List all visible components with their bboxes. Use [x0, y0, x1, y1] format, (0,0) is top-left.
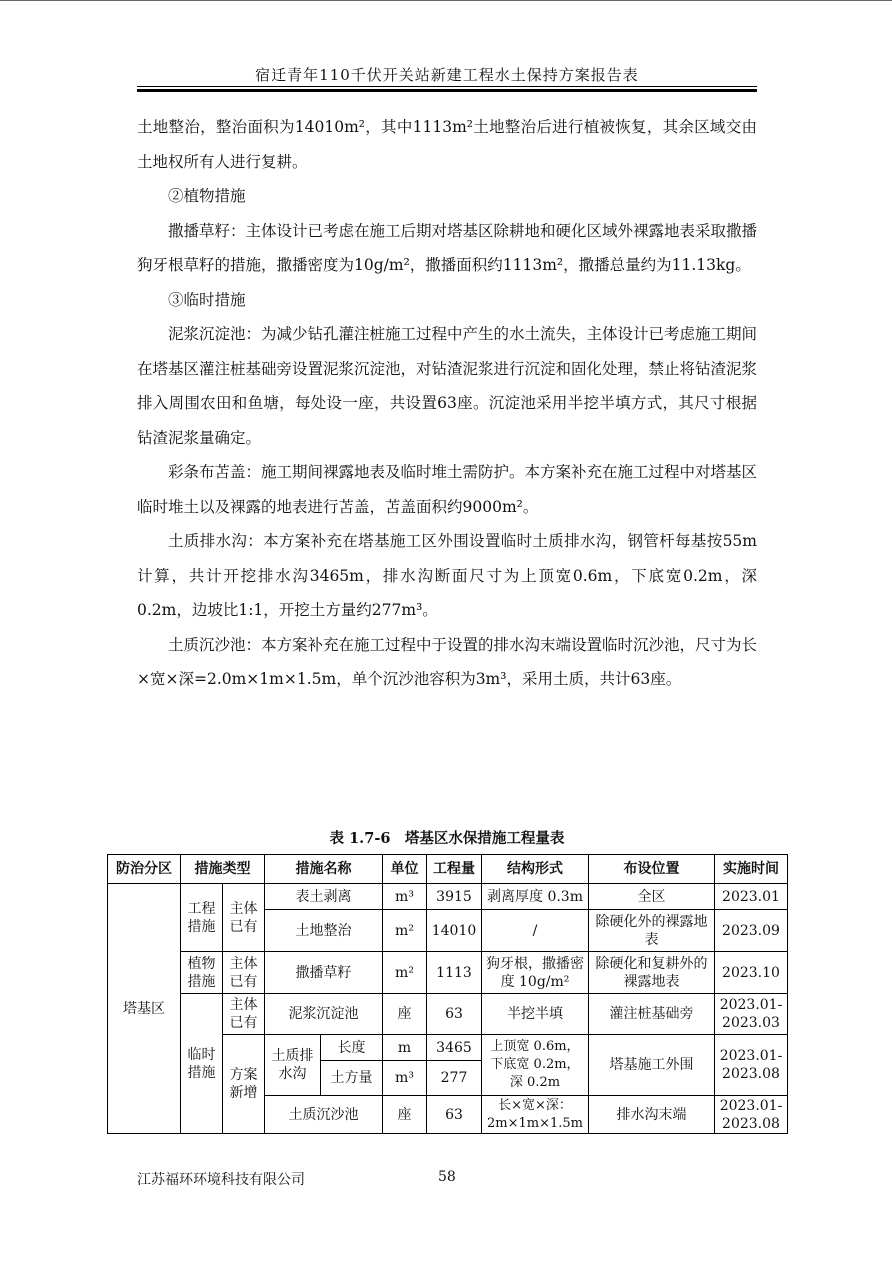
paragraph-tarp-cover: 彩条布苫盖：施工期间裸露地表及临时堆土需防护。本方案补充在施工过程中对塔基区临时堆土以及裸露的地表进行苫盖，苫盖面积约9000m²。	[137, 463, 758, 516]
header-form: 结构形式	[482, 855, 589, 884]
header-zone: 防治分区	[108, 855, 181, 884]
cell-name: 表土剥离	[265, 884, 383, 910]
cell-form: 半挖半填	[482, 994, 589, 1035]
cell-unit: m²	[383, 952, 427, 994]
header-name: 措施名称	[265, 855, 383, 884]
cell-type-temporary: 临时措施	[181, 994, 223, 1134]
table-header-row	[108, 855, 788, 884]
cell-qty: 63	[427, 1096, 482, 1134]
paragraph-land-grading: 土地整治，整治面积为14010m²，其中1113m²土地整治后进行植被恢复，其余区域交由土地权所有人进行复耕。	[137, 118, 757, 171]
header-unit: 单位	[383, 855, 427, 884]
cell-location: 排水沟末端	[589, 1096, 715, 1134]
cell-location: 全区	[589, 884, 715, 910]
cell-unit: 座	[383, 994, 427, 1035]
footer-company: 江苏福环环境科技有限公司	[137, 1172, 305, 1188]
cell-time: 2023.01-2023.08	[715, 1096, 788, 1134]
cell-ditch-length: 长度	[321, 1035, 383, 1061]
table-row	[108, 952, 788, 994]
cell-subtype-existing: 主体已有	[223, 952, 265, 994]
cell-location: 灌注桩基础旁	[589, 994, 715, 1035]
cell-name: 泥浆沉淀池	[265, 994, 383, 1035]
cell-form: /	[482, 910, 589, 952]
page-header-title: 宿迁青年110千伏开关站新建工程水土保持方案报告表	[255, 66, 639, 84]
cell-subtype-existing: 主体已有	[223, 884, 265, 952]
heading-temporary-measures: ③临时措施	[168, 290, 246, 309]
cell-form: 上顶宽 0.6m，下底宽 0.2m，深 0.2m	[482, 1035, 589, 1096]
paragraph-sediment-basin: 土质沉沙池：本方案补充在施工过程中于设置的排水沟末端设置临时沉沙池，尺寸为长×宽×深=2.0m×1m×1.5m，单个沉沙池容积为3m³，采用土质，共计63座。	[137, 635, 758, 688]
header-rule-thick	[137, 89, 757, 92]
cell-qty: 63	[427, 994, 482, 1035]
header-qty: 工程量	[427, 855, 482, 884]
cell-time: 2023.01-2023.08	[715, 1035, 788, 1096]
header-rule-thin	[137, 86, 757, 87]
cell-form: 剥离厚度 0.3m	[482, 884, 589, 910]
cell-unit: m²	[383, 910, 427, 952]
cell-qty: 3465	[427, 1035, 482, 1061]
table-row	[108, 994, 788, 1035]
cell-unit: 座	[383, 1096, 427, 1134]
header-type: 措施类型	[181, 855, 265, 884]
page-number: 58	[438, 1169, 456, 1185]
header-time: 实施时间	[715, 855, 788, 884]
cell-location: 除硬化外的裸露地表	[589, 910, 715, 952]
paragraph-drainage-ditch: 土质排水沟：本方案补充在塔基施工区外围设置临时土质排水沟，钢管杆每基按55m计算，共计开挖排水沟3465m，排水沟断面尺寸为上顶宽0.6m，下底宽0.2m，深0.2m，边坡比1:1，开挖土方量约277m³。	[137, 532, 757, 619]
cell-subtype-existing: 主体已有	[223, 994, 265, 1035]
cell-ditch-earthwork: 土方量	[321, 1061, 383, 1096]
cell-name: 土质沉沙池	[265, 1096, 383, 1134]
paragraph-grass-seeding: 撒播草籽：主体设计已考虑在施工后期对塔基区除耕地和硬化区域外裸露地表采取撒播狗牙根草籽的措施，撒播密度为10g/m²，撒播面积约1113m²，撒播总量约为11.13kg。	[137, 221, 758, 274]
cell-subtype-added: 方案新增	[223, 1035, 265, 1134]
cell-time: 2023.01-2023.03	[715, 994, 788, 1035]
body-text	[137, 110, 757, 697]
cell-time: 2023.10	[715, 952, 788, 994]
cell-qty: 1113	[427, 952, 482, 994]
cell-form: 狗牙根，撒播密度 10g/m²	[482, 952, 589, 994]
cell-unit: m	[383, 1035, 427, 1061]
cell-name: 土地整治	[265, 910, 383, 952]
cell-qty: 14010	[427, 910, 482, 952]
cell-name: 撒播草籽	[265, 952, 383, 994]
cell-form: 长×宽×深：2m×1m×1.5m	[482, 1096, 589, 1134]
cell-zone: 塔基区	[108, 884, 181, 1134]
measures-quantity-table	[107, 854, 788, 1134]
header-location: 布设位置	[589, 855, 715, 884]
paragraph-mud-settling-pond: 泥浆沉淀池：为减少钻孔灌注桩施工过程中产生的水土流失，主体设计已考虑施工期间在塔基区灌注桩基础旁设置泥浆沉淀池，对钻渣泥浆进行沉淀和固化处理，禁止将钻渣泥浆排入周围农田和鱼塘，每处设一座，共设置63座。沉淀池采用半挖半填方式，其尺寸根据钻渣泥浆量确定。	[137, 325, 758, 447]
cell-location: 塔基施工外围	[589, 1035, 715, 1096]
table-caption: 表 1.7-6 塔基区水保措施工程量表	[329, 830, 565, 847]
page-top-border	[0, 0, 892, 1]
cell-unit: m³	[383, 884, 427, 910]
cell-qty: 3915	[427, 884, 482, 910]
cell-type-engineering: 工程措施	[181, 884, 223, 952]
table-row	[108, 884, 788, 910]
cell-time: 2023.01	[715, 884, 788, 910]
cell-time: 2023.09	[715, 910, 788, 952]
cell-unit: m³	[383, 1061, 427, 1096]
cell-type-plant: 植物措施	[181, 952, 223, 994]
cell-ditch-name: 土质排水沟	[265, 1035, 321, 1096]
cell-location: 除硬化和复耕外的裸露地表	[589, 952, 715, 994]
cell-qty: 277	[427, 1061, 482, 1096]
heading-plant-measures: ②植物措施	[168, 187, 246, 205]
